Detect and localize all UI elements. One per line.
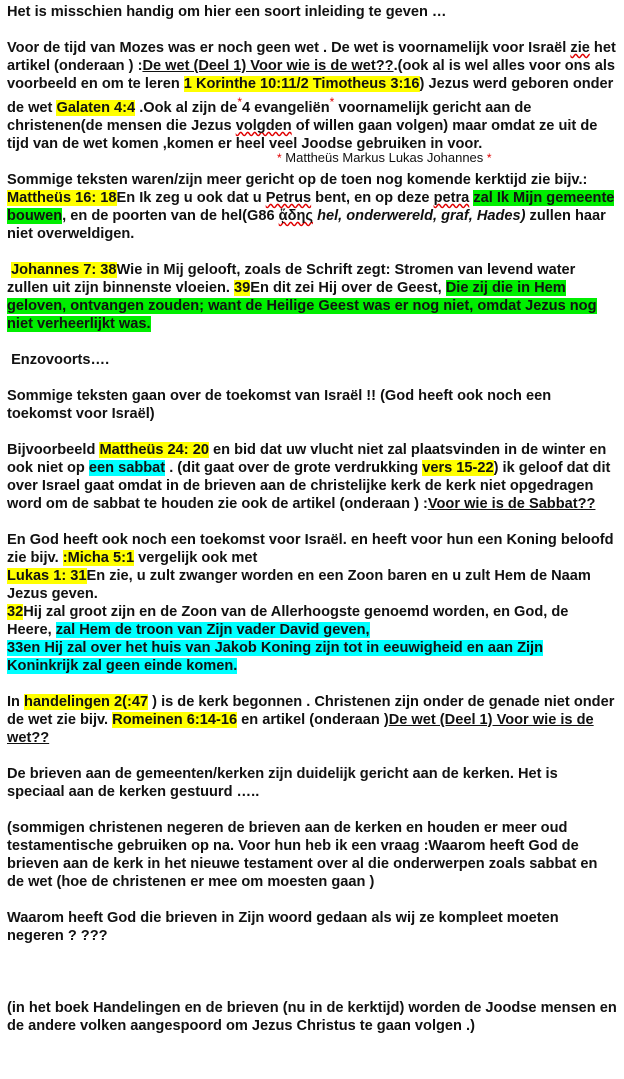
article-link-law-2[interactable]: De wet (Deel 1) Voor wie is de wet?? [7, 711, 594, 746]
ref-mattheus-24: Mattheüs 24: 20 [99, 441, 209, 458]
ref-korinthe-timotheus: 1 Korinthe 10:11/2 Timotheus 3:16 [183, 76, 420, 92]
highlight-holy-spirit: Die zij die in Hem geloven, ontvangen zouden; want de Heilige Geest was er nog niet, omdat Jezus nog niet verheerlijkt was. [7, 279, 597, 332]
ref-lukas-1: Lukas 1: 31 [7, 567, 87, 584]
paragraph-king-promise: En God heeft ook noch een toekomst voor Israël. en heeft voor hun een Koning beloofd zie bijv. :Micha 5:1 vergelijk ook met Lukas 1: 31En zie, u zult zwanger worden en een Zoon baren en u zult Hem de Naam Jezus geven. 32Hij zal groot zijn en de Zoon van de Allerhoogste genoemd worden, en God, de Heere, zal Hem de troon van Zijn vader David geven, 33en Hij zal over het huis van Jakob Koning zijn tot in eeuwigheid en aan Zijn Koninkrijk zal geen einde komen. [7, 531, 614, 674]
paragraph-future-israel: Sommige teksten gaan over de toekomst van Israël !! (God heeft ook noch een toekomst voor Israël) [7, 387, 552, 422]
paragraph-grace: In handelingen 2(:47 ) is de kerk begonnen . Christenen zijn onder de genade niet onder de wet zie bijv. Romeinen 6:14-16 en artikel (onderaan )De wet (Deel 1) Voor wie is de wet?? [7, 693, 615, 746]
ref-vers-15-22: vers 15-22 [422, 459, 494, 476]
paragraph-why: Waarom heeft God die brieven in Zijn woord gedaan als wij ze kompleet moeten negeren ? ??? [7, 909, 559, 944]
ref-galaten: Galaten 4:4 [56, 99, 136, 116]
ref-mattheus-16: Mattheüs 16: 18 [7, 189, 117, 206]
highlight-throne-david: zal Hem de troon van Zijn vader David geven, [55, 621, 370, 638]
highlight-build-church: zal Ik Mijn gemeente bouwen [7, 189, 615, 224]
intro-line: Het is misschien handig om hier een soort inleiding te geven … [7, 4, 447, 20]
article-link-sabbat[interactable]: Voor wie is de Sabbat?? [427, 495, 596, 512]
highlight-eternal-kingdom: en Hij zal over het huis van Jakob Koning zijn tot in eeuwigheid en aan Zijn Koninkrijk zal geen einde komen. [7, 639, 544, 674]
paragraph-letters: De brieven aan de gemeenten/kerken zijn duidelijk gericht aan de kerken. Het is speciaal aan de kerken gestuurd ….. [7, 765, 558, 800]
paragraph-law-intro: Voor de tijd van Mozes was er noch geen wet . De wet is voornamelijk voor Israël zie het artikel (onderaan ) :De wet (Deel 1) Voor wie is de wet??.(ook al is wel alles voor ons als voorbeeld en om te leren 1 Korinthe 10:11/2 Timotheus 3:16) Jezus werd geboren onder de wet Galaten 4:4 .Ook al zijn de*4 evangeliën* voornamelijk gericht aan de christenen(de mensen die Jezus volgden of willen gaan volgen) maar omdat ze uit de tijd van de wet komen ,komen er heel veel Joodse gebruiken in voor. [7, 40, 616, 152]
enzovoorts-line: Enzovoorts…. [11, 351, 110, 368]
paragraph-mattheus-24: Bijvoorbeeld Mattheüs 24: 20 en bid dat uw vlucht niet zal plaatsvinden in de winter en ook niet op een sabbat . (dit gaat over de grote verdrukking vers 15-22) ik geloof dat dit over Israel gaat omdat in de brieven aan de christelijke kerk de kerk niet opgedragen word om de sabbat te houden zie ook de artikel (onderaan ) :Voor wie is de Sabbat?? [7, 441, 611, 512]
paragraph-church-age: Sommige teksten waren/zijn meer gericht op de toen nog komende kerktijd zie bijv.: Mattheüs 16: 18En Ik zeg u ook dat u Petrus bent, en op deze petra zal Ik Mijn gemeente bouwen, en de poorten van de hel(G86 ᾅδης hel, onderwereld, graf, Hades) zullen haar niet overweldigen. [7, 171, 615, 242]
highlight-sabbat: een sabbat [88, 459, 166, 476]
asterisk-mark: * [237, 95, 243, 109]
paragraph-closing: (in het boek Handelingen en de brieven (nu in de kerktijd) worden de Joodse mensen en de andere volken aangespoord om Jezus Christus te gaan volgen .) [7, 999, 617, 1034]
asterisk-mark: * [329, 95, 335, 109]
article-link-law[interactable]: De wet (Deel 1) Voor wie is de wet?? [142, 58, 394, 74]
footnote-gospels: * Mattheüs Markus Lukas Johannes * [277, 149, 492, 165]
paragraph-johannes: Johannes 7: 38Wie in Mij gelooft, zoals de Schrift zegt: Stromen van levend water zullen uit zijn binnenste vloeien. 39En dit zei Hij over de Geest, Die zij die in Hem geloven, ontvangen zouden; want de Heilige Geest was er nog niet, omdat Jezus nog niet verheerlijkt was. [7, 261, 597, 332]
ref-johannes-7: Johannes 7: 38 [11, 261, 117, 278]
ref-romeinen: Romeinen 6:14-16 [112, 711, 238, 728]
ref-micha: :Micha 5:1 [62, 549, 135, 566]
ref-handelingen: handelingen 2(:47 [24, 693, 149, 710]
paragraph-question: (sommigen christenen negeren de brieven aan de kerken en houden er meer oud testamentische gebruiken op na. Voor hun heb ik een vraag :Waarom heeft God de brieven aan de kerk in het nieuwe testament over al die onderwerpen zoals sabbat en de wet (hoe de christenen er mee om moesten gaan ) [7, 819, 598, 890]
